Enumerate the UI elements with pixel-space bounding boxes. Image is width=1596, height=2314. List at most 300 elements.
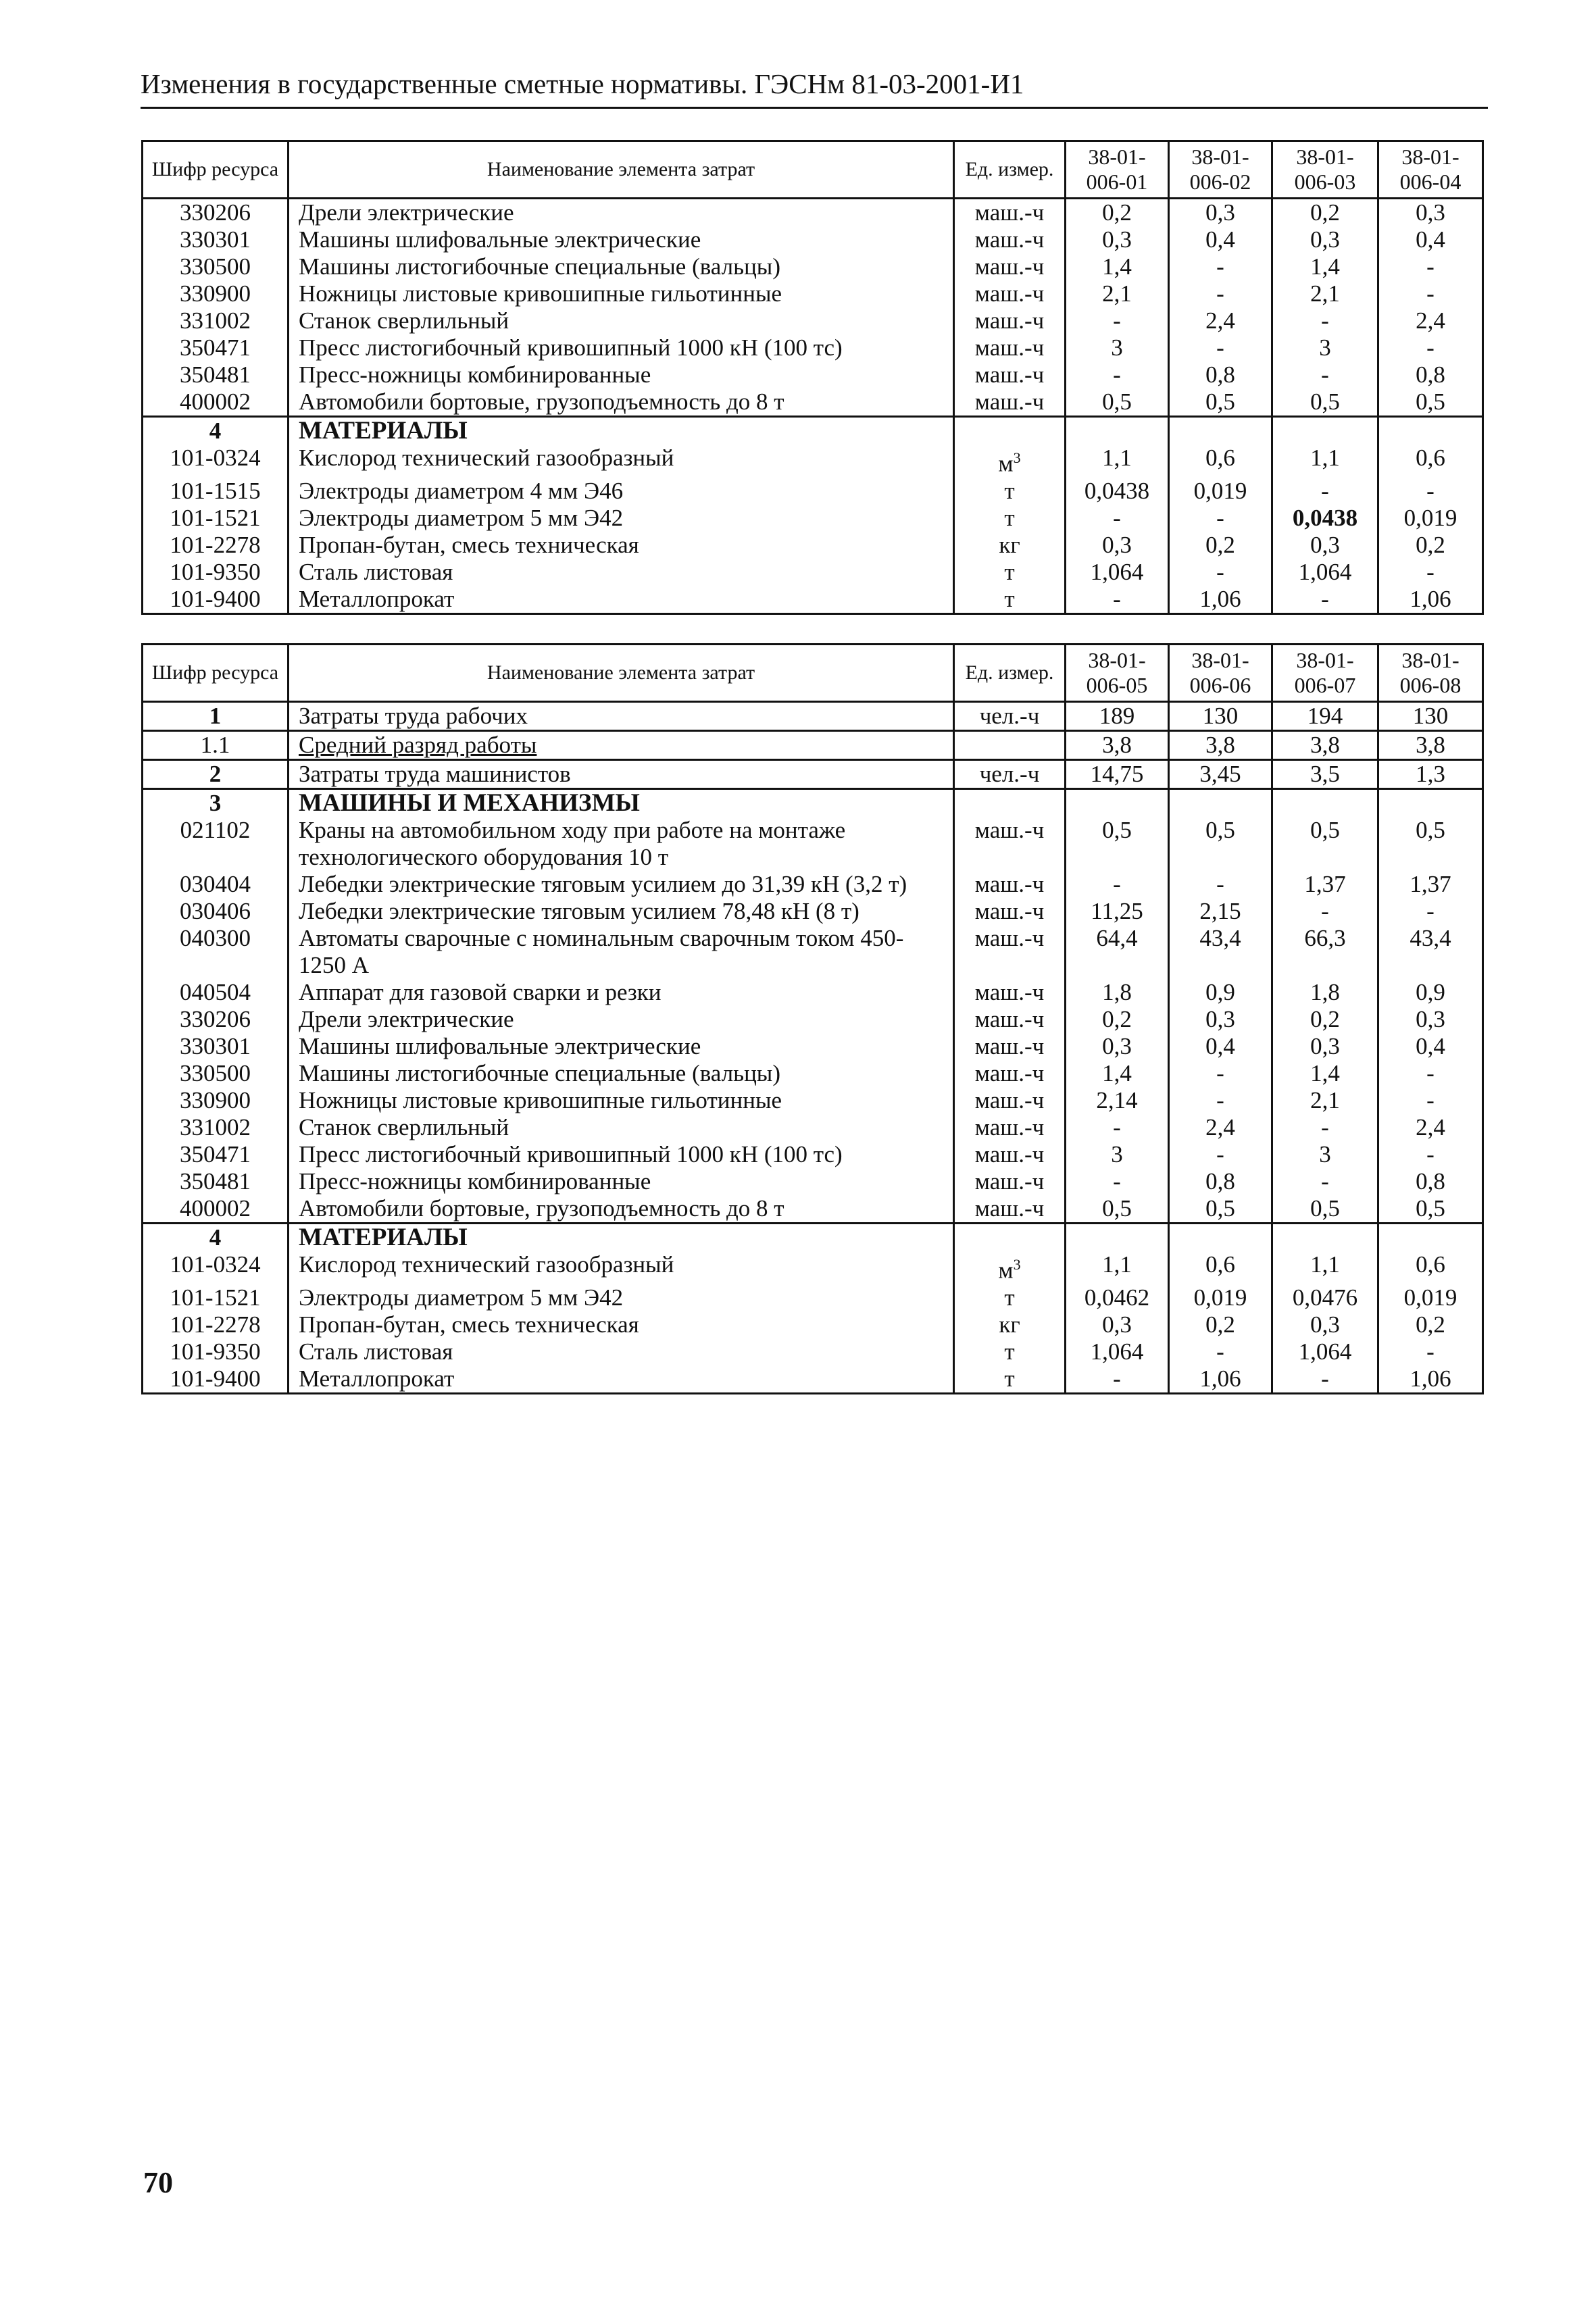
norm-value: 0,2: [1066, 1006, 1169, 1033]
norm-value: -: [1272, 898, 1378, 925]
norm-value: 3: [1066, 334, 1169, 361]
norm-value: 3: [1066, 1141, 1169, 1168]
norm-value: [1378, 1224, 1483, 1252]
resource-code: 330301: [143, 226, 289, 253]
resource-unit: кг: [954, 1311, 1066, 1338]
norm-value: 0,3: [1272, 532, 1378, 559]
table-row: [143, 1006, 1483, 1033]
norm-value: -: [1169, 334, 1272, 361]
header-unit: Ед. измер.: [954, 645, 1066, 702]
resource-unit: маш.-ч: [954, 1006, 1066, 1033]
norm-value: 0,5: [1066, 817, 1169, 871]
norm-value: -: [1272, 1114, 1378, 1141]
norm-value: 0,3: [1169, 199, 1272, 227]
resource-unit: [954, 417, 1066, 445]
norm-value: 0,5: [1066, 388, 1169, 417]
resource-code: 350471: [143, 334, 289, 361]
table-row: [143, 445, 1483, 478]
resource-name: Пропан-бутан, смесь техническая: [289, 532, 954, 559]
norm-value: 3,8: [1378, 731, 1483, 760]
resource-code: 101-2278: [143, 1311, 289, 1338]
resource-code: 4: [143, 1224, 289, 1252]
resource-unit: $м^3$: [954, 1251, 1066, 1284]
norm-value: 0,5: [1378, 1195, 1483, 1224]
resource-name: МАТЕРИАЛЫ: [289, 417, 954, 445]
norm-value: 0,019: [1169, 478, 1272, 505]
norm-value: [1378, 417, 1483, 445]
norm-value: -: [1066, 871, 1169, 898]
table-row: [143, 334, 1483, 361]
resource-unit: т: [954, 559, 1066, 586]
resource-unit: маш.-ч: [954, 1141, 1066, 1168]
table-row: [143, 702, 1483, 731]
resource-name: Пропан-бутан, смесь техническая: [289, 1311, 954, 1338]
resource-code: 101-9400: [143, 1365, 289, 1394]
norm-value: [1066, 417, 1169, 445]
norm-value: 1,8: [1272, 979, 1378, 1006]
norm-value: 2,4: [1169, 307, 1272, 334]
resource-code: 101-0324: [143, 1251, 289, 1284]
norm-value: -: [1169, 1060, 1272, 1087]
norm-value: 1,06: [1169, 586, 1272, 614]
norm-value: 0,3: [1272, 226, 1378, 253]
resource-name: Автоматы сварочные с номинальным сварочным током 450-1250 А: [289, 925, 954, 979]
resource-code: 330900: [143, 1087, 289, 1114]
norm-value: 0,2: [1272, 1006, 1378, 1033]
norm-value: 1,8: [1066, 979, 1169, 1006]
norm-value: 0,2: [1066, 199, 1169, 227]
resource-unit: маш.-ч: [954, 1060, 1066, 1087]
resource-name: Краны на автомобильном ходу при работе на монтаже технологического оборудования 10 т: [289, 817, 954, 871]
resource-unit: т: [954, 505, 1066, 532]
norm-value: [1272, 789, 1378, 818]
norm-value: 1,064: [1272, 559, 1378, 586]
norm-value: 0,2: [1378, 1311, 1483, 1338]
table-row: [143, 979, 1483, 1006]
norm-value: -: [1169, 280, 1272, 307]
resource-unit: кг: [954, 532, 1066, 559]
norm-value: 2,14: [1066, 1087, 1169, 1114]
norm-value: 0,2: [1378, 532, 1483, 559]
norm-value: 0,8: [1378, 1168, 1483, 1195]
resource-name: МАТЕРИАЛЫ: [289, 1224, 954, 1252]
resource-table-1: [141, 140, 1484, 615]
norm-value: [1378, 789, 1483, 818]
resource-name: Пресс-ножницы комбинированные: [289, 1168, 954, 1195]
norm-value: 0,019: [1378, 505, 1483, 532]
norm-value: 43,4: [1169, 925, 1272, 979]
resource-name: Металлопрокат: [289, 586, 954, 614]
norm-value: 0,9: [1378, 979, 1483, 1006]
norm-value: -: [1378, 1141, 1483, 1168]
resource-table-2: [141, 643, 1484, 1394]
resource-code: 331002: [143, 307, 289, 334]
resource-unit: маш.-ч: [954, 253, 1066, 280]
norm-value: 0,3: [1378, 199, 1483, 227]
norm-value: 0,3: [1066, 1311, 1169, 1338]
resource-code: 350481: [143, 1168, 289, 1195]
table-row: [143, 898, 1483, 925]
norm-value: 0,4: [1169, 1033, 1272, 1060]
norm-value: 130: [1378, 702, 1483, 731]
resource-name: Затраты труда рабочих: [289, 702, 954, 731]
norm-value: 0,8: [1169, 361, 1272, 388]
resource-unit: маш.-ч: [954, 871, 1066, 898]
norm-value: -: [1169, 1141, 1272, 1168]
resource-name: Машины шлифовальные электрические: [289, 1033, 954, 1060]
norm-value: 0,6: [1169, 445, 1272, 478]
header-name: Наименование элемента затрат: [289, 645, 954, 702]
resource-unit: маш.-ч: [954, 1195, 1066, 1224]
norm-value: -: [1378, 334, 1483, 361]
norm-value: -: [1378, 253, 1483, 280]
header-name: Наименование элемента затрат: [289, 141, 954, 199]
table-row: [143, 1224, 1483, 1252]
norm-value: [1169, 1224, 1272, 1252]
resource-unit: т: [954, 586, 1066, 614]
resource-unit: маш.-ч: [954, 979, 1066, 1006]
norm-value: 3,5: [1272, 760, 1378, 789]
page-number: 70: [143, 2166, 173, 2199]
norm-value: 3: [1272, 1141, 1378, 1168]
table-row: [143, 1284, 1483, 1311]
norm-value: 2,4: [1378, 307, 1483, 334]
norm-value: 0,6: [1378, 445, 1483, 478]
norm-value: 0,0462: [1066, 1284, 1169, 1311]
resource-name: Металлопрокат: [289, 1365, 954, 1394]
resource-code: 330206: [143, 1006, 289, 1033]
table-row: [143, 817, 1483, 871]
norm-value: -: [1378, 478, 1483, 505]
norm-value: 0,5: [1272, 1195, 1378, 1224]
norm-value: -: [1378, 1060, 1483, 1087]
table-row: [143, 731, 1483, 760]
table-row: [143, 1060, 1483, 1087]
header-col-006-04: 38-01- 006-04: [1378, 141, 1483, 199]
resource-code: 2: [143, 760, 289, 789]
resource-code: 040504: [143, 979, 289, 1006]
norm-value: 2,1: [1066, 280, 1169, 307]
resource-code: 350471: [143, 1141, 289, 1168]
table-row: [143, 226, 1483, 253]
norm-value: 0,8: [1169, 1168, 1272, 1195]
resource-code: 101-9350: [143, 559, 289, 586]
norm-value: 1,1: [1066, 1251, 1169, 1284]
norm-value: 0,3: [1169, 1006, 1272, 1033]
resource-code: 101-9350: [143, 1338, 289, 1365]
norm-value: 1,1: [1272, 1251, 1378, 1284]
norm-value: 0,2: [1272, 199, 1378, 227]
norm-value: 2,4: [1169, 1114, 1272, 1141]
resource-code: 330206: [143, 199, 289, 227]
norm-value: 1,4: [1066, 1060, 1169, 1087]
norm-value: 3,8: [1066, 731, 1169, 760]
table-row: [143, 1311, 1483, 1338]
resource-unit: [954, 731, 1066, 760]
resource-name: МАШИНЫ И МЕХАНИЗМЫ: [289, 789, 954, 818]
table-row: [143, 1195, 1483, 1224]
resource-code: 331002: [143, 1114, 289, 1141]
norm-value: 0,0438: [1272, 505, 1378, 532]
norm-value: 1,3: [1378, 760, 1483, 789]
norm-value: 194: [1272, 702, 1378, 731]
resource-unit: т: [954, 1365, 1066, 1394]
norm-value: -: [1378, 559, 1483, 586]
norm-value: [1169, 789, 1272, 818]
table-header-row: [143, 141, 1483, 199]
table-row: [143, 199, 1483, 227]
resource-name: Автомобили бортовые, грузоподъемность до 8 т: [289, 388, 954, 417]
table-row: [143, 1141, 1483, 1168]
norm-value: 1,1: [1272, 445, 1378, 478]
table-row: [143, 361, 1483, 388]
norm-value: 0,5: [1272, 817, 1378, 871]
resource-unit: маш.-ч: [954, 199, 1066, 227]
norm-value: -: [1378, 1087, 1483, 1114]
resource-name: Кислород технический газообразный: [289, 1251, 954, 1284]
resource-code: 101-2278: [143, 532, 289, 559]
norm-value: 2,1: [1272, 280, 1378, 307]
norm-value: -: [1169, 253, 1272, 280]
table-header-row: [143, 645, 1483, 702]
norm-value: -: [1272, 307, 1378, 334]
resource-unit: маш.-ч: [954, 898, 1066, 925]
norm-value: -: [1169, 505, 1272, 532]
norm-value: 0,019: [1169, 1284, 1272, 1311]
table-row: [143, 559, 1483, 586]
norm-value: 0,5: [1272, 388, 1378, 417]
norm-value: 3,45: [1169, 760, 1272, 789]
resource-code: 330900: [143, 280, 289, 307]
resource-unit: маш.-ч: [954, 388, 1066, 417]
resource-unit: маш.-ч: [954, 334, 1066, 361]
header-code: Шифр ресурса: [143, 645, 289, 702]
norm-value: -: [1066, 505, 1169, 532]
table-row: [143, 1087, 1483, 1114]
table-row: [143, 417, 1483, 445]
norm-value: 0,4: [1378, 1033, 1483, 1060]
norm-value: 3: [1272, 334, 1378, 361]
resource-name: Машины листогибочные специальные (вальцы): [289, 253, 954, 280]
resource-name: Средний разряд работы: [289, 731, 954, 760]
table-row: [143, 789, 1483, 818]
norm-value: -: [1066, 1365, 1169, 1394]
norm-value: 0,3: [1066, 1033, 1169, 1060]
resource-code: 101-1515: [143, 478, 289, 505]
norm-value: 0,6: [1378, 1251, 1483, 1284]
norm-value: 0,5: [1378, 817, 1483, 871]
header-col-006-06: 38-01- 006-06: [1169, 645, 1272, 702]
resource-name: Лебедки электрические тяговым усилием до 31,39 кН (3,2 т): [289, 871, 954, 898]
norm-value: -: [1378, 1338, 1483, 1365]
resource-name: Ножницы листовые кривошипные гильотинные: [289, 1087, 954, 1114]
resource-name: Станок сверлильный: [289, 307, 954, 334]
norm-value: 0,3: [1378, 1006, 1483, 1033]
resource-name: Электроды диаметром 4 мм Э46: [289, 478, 954, 505]
resource-unit: т: [954, 1338, 1066, 1365]
resource-name: Сталь листовая: [289, 1338, 954, 1365]
resource-unit: чел.-ч: [954, 702, 1066, 731]
page-header: Изменения в государственные сметные нормативы. ГЭСНм 81-03-2001-И1: [141, 66, 1488, 109]
norm-value: 0,6: [1169, 1251, 1272, 1284]
norm-value: -: [1066, 1168, 1169, 1195]
resource-unit: маш.-ч: [954, 1087, 1066, 1114]
header-code: Шифр ресурса: [143, 141, 289, 199]
norm-value: 0,5: [1066, 1195, 1169, 1224]
resource-code: 1.1: [143, 731, 289, 760]
norm-value: 0,5: [1169, 388, 1272, 417]
resource-name: Электроды диаметром 5 мм Э42: [289, 505, 954, 532]
resource-unit: маш.-ч: [954, 925, 1066, 979]
norm-value: 0,5: [1378, 388, 1483, 417]
resource-code: 030404: [143, 871, 289, 898]
norm-value: -: [1272, 361, 1378, 388]
norm-value: [1272, 417, 1378, 445]
norm-value: 1,37: [1272, 871, 1378, 898]
table-row: [143, 307, 1483, 334]
norm-value: -: [1169, 871, 1272, 898]
resource-unit: маш.-ч: [954, 1168, 1066, 1195]
norm-value: 0,2: [1169, 532, 1272, 559]
norm-value: 66,3: [1272, 925, 1378, 979]
table-row: [143, 1365, 1483, 1394]
resource-name: Затраты труда машинистов: [289, 760, 954, 789]
resource-unit: маш.-ч: [954, 817, 1066, 871]
resource-name: Машины шлифовальные электрические: [289, 226, 954, 253]
norm-value: 0,2: [1169, 1311, 1272, 1338]
table-row: [143, 1251, 1483, 1284]
resource-code: 350481: [143, 361, 289, 388]
norm-value: 0,4: [1169, 226, 1272, 253]
norm-value: -: [1272, 1168, 1378, 1195]
norm-value: 0,0438: [1066, 478, 1169, 505]
resource-code: 330500: [143, 253, 289, 280]
resource-code: 101-9400: [143, 586, 289, 614]
header-col-006-01: 38-01- 006-01: [1066, 141, 1169, 199]
norm-value: 0,3: [1066, 226, 1169, 253]
resource-unit: [954, 789, 1066, 818]
header-col-006-07: 38-01- 006-07: [1272, 645, 1378, 702]
norm-value: 43,4: [1378, 925, 1483, 979]
resource-unit: т: [954, 478, 1066, 505]
norm-value: -: [1066, 586, 1169, 614]
resource-code: 101-0324: [143, 445, 289, 478]
resource-name: Пресс листогибочный кривошипный 1000 кН (100 тс): [289, 334, 954, 361]
resource-name: Станок сверлильный: [289, 1114, 954, 1141]
norm-value: 1,06: [1378, 1365, 1483, 1394]
table-row: [143, 253, 1483, 280]
norm-value: -: [1378, 280, 1483, 307]
resource-name: Сталь листовая: [289, 559, 954, 586]
norm-value: 1,064: [1272, 1338, 1378, 1365]
resource-name: Машины листогибочные специальные (вальцы): [289, 1060, 954, 1087]
resource-code: 330301: [143, 1033, 289, 1060]
norm-value: 1,1: [1066, 445, 1169, 478]
header-col-006-05: 38-01- 006-05: [1066, 645, 1169, 702]
norm-value: [1272, 1224, 1378, 1252]
norm-value: 0,4: [1378, 226, 1483, 253]
resource-unit: маш.-ч: [954, 361, 1066, 388]
norm-value: [1066, 789, 1169, 818]
norm-value: 189: [1066, 702, 1169, 731]
norm-value: 0,3: [1272, 1311, 1378, 1338]
norm-value: -: [1272, 478, 1378, 505]
header-col-006-03: 38-01- 006-03: [1272, 141, 1378, 199]
resource-name: Кислород технический газообразный: [289, 445, 954, 478]
table-row: [143, 505, 1483, 532]
norm-value: 1,37: [1378, 871, 1483, 898]
norm-value: 11,25: [1066, 898, 1169, 925]
norm-value: 1,4: [1066, 253, 1169, 280]
resource-code: 3: [143, 789, 289, 818]
resource-name: Аппарат для газовой сварки и резки: [289, 979, 954, 1006]
norm-value: 3,8: [1272, 731, 1378, 760]
norm-value: -: [1066, 1114, 1169, 1141]
resource-code: 4: [143, 417, 289, 445]
resource-code: 1: [143, 702, 289, 731]
norm-value: 2,15: [1169, 898, 1272, 925]
norm-value: 0,3: [1066, 532, 1169, 559]
norm-value: -: [1378, 898, 1483, 925]
norm-value: -: [1272, 586, 1378, 614]
norm-value: 0,0476: [1272, 1284, 1378, 1311]
table-row: [143, 478, 1483, 505]
norm-value: 1,064: [1066, 559, 1169, 586]
norm-value: 0,019: [1378, 1284, 1483, 1311]
resource-unit: маш.-ч: [954, 280, 1066, 307]
resource-code: 101-1521: [143, 1284, 289, 1311]
norm-value: 130: [1169, 702, 1272, 731]
resource-name: Ножницы листовые кривошипные гильотинные: [289, 280, 954, 307]
norm-value: [1169, 417, 1272, 445]
norm-value: 1,06: [1169, 1365, 1272, 1394]
norm-value: [1066, 1224, 1169, 1252]
norm-value: 0,3: [1272, 1033, 1378, 1060]
resource-name: Автомобили бортовые, грузоподъемность до 8 т: [289, 1195, 954, 1224]
table-row: [143, 1033, 1483, 1060]
resource-name: Пресс листогибочный кривошипный 1000 кН (100 тс): [289, 1141, 954, 1168]
norm-value: -: [1169, 1087, 1272, 1114]
norm-value: -: [1066, 361, 1169, 388]
resource-code: 330500: [143, 1060, 289, 1087]
norm-value: 1,4: [1272, 1060, 1378, 1087]
norm-value: 1,064: [1066, 1338, 1169, 1365]
table-row: [143, 280, 1483, 307]
norm-value: -: [1169, 1338, 1272, 1365]
norm-value: 0,8: [1378, 361, 1483, 388]
table-row: [143, 532, 1483, 559]
norm-value: -: [1272, 1365, 1378, 1394]
resource-unit: маш.-ч: [954, 226, 1066, 253]
table-row: [143, 1168, 1483, 1195]
resource-name: Электроды диаметром 5 мм Э42: [289, 1284, 954, 1311]
header-unit: Ед. измер.: [954, 141, 1066, 199]
resource-unit: $м^3$: [954, 445, 1066, 478]
resource-code: 400002: [143, 1195, 289, 1224]
resource-code: 101-1521: [143, 505, 289, 532]
resource-code: 021102: [143, 817, 289, 871]
table-row: [143, 871, 1483, 898]
norm-value: -: [1169, 559, 1272, 586]
resource-unit: маш.-ч: [954, 1114, 1066, 1141]
header-col-006-08: 38-01- 006-08: [1378, 645, 1483, 702]
resource-name: Дрели электрические: [289, 199, 954, 227]
resource-unit: маш.-ч: [954, 1033, 1066, 1060]
table-row: [143, 760, 1483, 789]
resource-unit: [954, 1224, 1066, 1252]
resource-code: 030406: [143, 898, 289, 925]
table-row: [143, 1338, 1483, 1365]
